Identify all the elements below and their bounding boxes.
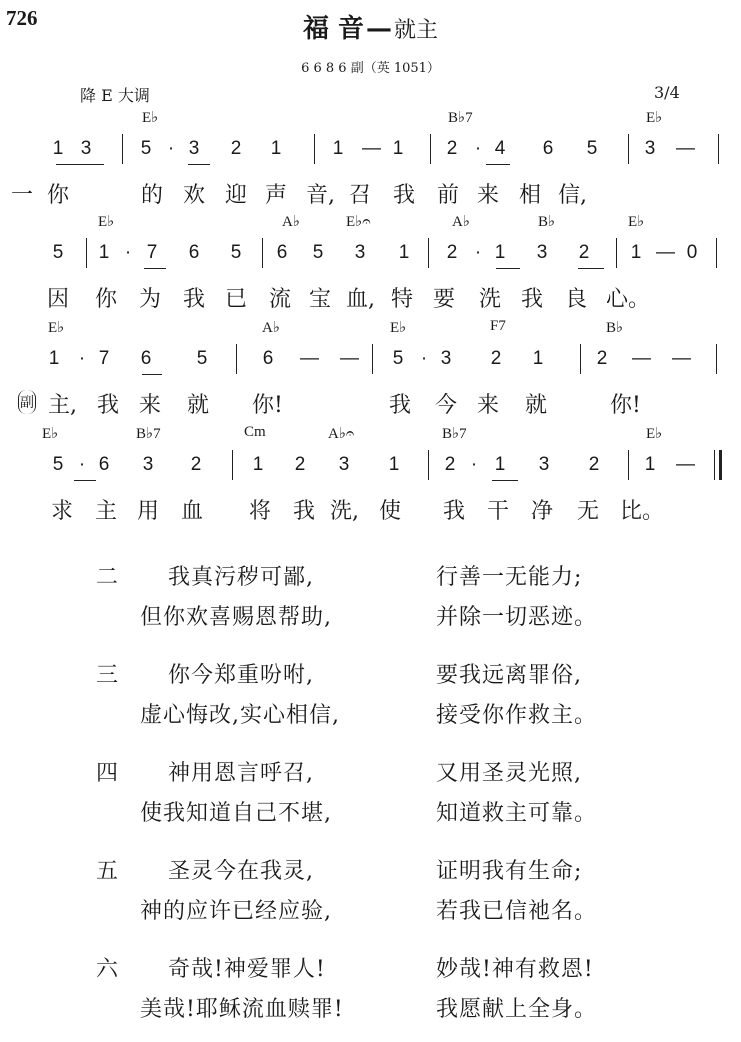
note: 2	[588, 454, 600, 475]
note: —	[340, 348, 359, 369]
verse-line: 奇哉!神爱罪人!	[168, 957, 326, 982]
note: 2	[490, 348, 502, 369]
lyric-syllable: 求	[50, 499, 73, 524]
title-main: 福 音	[302, 14, 365, 44]
lyrics-row	[0, 282, 741, 316]
lyric-syllable: 来	[138, 393, 161, 418]
title-separator: —	[366, 14, 393, 44]
note: 1	[630, 242, 642, 263]
lyric-syllable: 来	[476, 183, 499, 208]
beam-underline	[56, 164, 104, 165]
lyric-syllable: 我	[96, 393, 119, 418]
beam-underline	[486, 164, 510, 165]
verse-block	[0, 658, 741, 748]
lyric-syllable: 用	[136, 499, 159, 524]
lyric-syllable: 使	[378, 499, 401, 524]
final-barline	[714, 450, 722, 480]
verse-number: 五	[96, 859, 120, 884]
barline	[718, 134, 719, 164]
lyric-syllable: 就	[524, 393, 547, 418]
beam-underline	[496, 268, 520, 269]
chord-symbol: F7	[490, 318, 506, 334]
beam-underline	[144, 268, 166, 269]
note: 6	[276, 242, 288, 263]
note: 2	[230, 138, 242, 159]
note: 6	[98, 454, 110, 475]
barline	[716, 238, 717, 268]
verse-line: 妙哉!神有救恩!	[436, 957, 594, 982]
chord-symbol: E♭	[98, 214, 115, 230]
lyric-syllable: 你!	[252, 393, 283, 418]
verse-line: 使我知道自己不堪,	[140, 801, 332, 826]
note: —	[676, 454, 695, 475]
lyric-syllable: 一	[10, 183, 33, 208]
barline	[428, 238, 429, 268]
lyric-syllable: 血,	[346, 287, 375, 312]
note: 2	[446, 242, 458, 263]
note: 2	[446, 138, 458, 159]
verse-number: 六	[96, 957, 120, 982]
note: 5	[312, 242, 324, 263]
verse-line: 我愿献上全身。	[436, 997, 598, 1022]
barline	[428, 450, 429, 480]
lyric-syllable: 洗	[478, 287, 501, 312]
note: 7	[98, 348, 110, 369]
note: 1	[270, 138, 282, 159]
chord-symbol: B♭	[606, 320, 624, 336]
lyric-syllable: 你	[94, 287, 117, 312]
chord-symbol: E♭	[646, 110, 663, 126]
lyric-syllable: 将	[248, 499, 271, 524]
lyric-syllable: 音,	[306, 183, 335, 208]
chord-symbol: B♭7	[442, 426, 467, 442]
verse-block	[0, 756, 741, 846]
lyric-syllable: 欢	[182, 183, 205, 208]
score-system	[0, 108, 741, 216]
lyric-syllable: 干	[486, 499, 509, 524]
lyrics-row	[0, 388, 741, 422]
barline	[232, 450, 233, 480]
lyric-syllable: 我	[392, 183, 415, 208]
score-system	[0, 212, 741, 320]
verse-line: 若我已信祂名。	[436, 899, 598, 924]
note: —	[672, 348, 691, 369]
lyric-syllable: 为	[138, 287, 161, 312]
lyric-syllable: 迎	[224, 183, 247, 208]
note: 5	[586, 138, 598, 159]
verse-line: 接受你作救主。	[436, 703, 598, 728]
barline	[262, 238, 263, 268]
verse-number: 四	[96, 761, 120, 786]
lyric-syllable: 主	[94, 499, 117, 524]
note: ·	[124, 242, 132, 263]
chord-symbol: E♭	[142, 110, 159, 126]
verse-block	[0, 854, 741, 944]
verse-line: 圣灵今在我灵,	[168, 859, 314, 884]
note: 1	[98, 242, 110, 263]
lyric-syllable: 信,	[558, 183, 587, 208]
verse-line: 行善一无能力;	[436, 565, 583, 590]
chord-symbol: B♭	[538, 214, 556, 230]
chord-symbol: A♭𝄐	[328, 426, 355, 442]
note: 6	[140, 348, 152, 369]
note: ·	[474, 138, 482, 159]
verse-block	[0, 560, 741, 650]
note: 5	[230, 242, 242, 263]
note: ·	[474, 242, 482, 263]
note: 3	[354, 242, 366, 263]
note: —	[632, 348, 651, 369]
note: 3	[536, 242, 548, 263]
hymn-number: 726	[6, 6, 38, 30]
note: ·	[470, 454, 478, 475]
barline	[86, 238, 87, 268]
barline	[628, 134, 629, 164]
chord-symbol: E♭	[42, 426, 59, 442]
lyric-syllable: 洗,	[330, 499, 359, 524]
lyric-syllable: 相	[518, 183, 541, 208]
page-title	[0, 8, 741, 45]
lyric-syllable: 血	[180, 499, 203, 524]
beam-underline	[578, 268, 604, 269]
lyric-syllable: 要	[432, 287, 455, 312]
lyric-syllable: 我	[442, 499, 465, 524]
lyric-syllable: 净	[530, 499, 553, 524]
note: ·	[420, 348, 428, 369]
lyric-syllable: 我	[182, 287, 205, 312]
score-system	[0, 424, 741, 532]
verse-line: 要我远离罪俗,	[436, 663, 582, 688]
note: 1	[644, 454, 656, 475]
lyric-syllable: 就	[186, 393, 209, 418]
lyric-syllable: 心。	[606, 287, 651, 312]
lyric-syllable: 比。	[620, 499, 665, 524]
lyric-syllable: 宝	[308, 287, 331, 312]
lyric-syllable: 今	[434, 393, 457, 418]
note: 0	[686, 242, 698, 263]
note: 5	[392, 348, 404, 369]
barline	[236, 344, 237, 374]
note: 3	[338, 454, 350, 475]
note: 6	[188, 242, 200, 263]
note: 2	[596, 348, 608, 369]
chord-symbol: Cm	[244, 424, 266, 440]
score-system	[0, 318, 741, 426]
chord-symbol: B♭7	[448, 110, 473, 126]
lyric-syllable: 无	[576, 499, 599, 524]
chord-symbol: E♭𝄐	[346, 214, 371, 230]
note: 1	[494, 454, 506, 475]
note: 3	[80, 138, 92, 159]
verse-line: 美哉!耶稣流血赎罪!	[140, 997, 344, 1022]
note: 5	[140, 138, 152, 159]
lyric-syllable: 我	[292, 499, 315, 524]
note: 1	[388, 454, 400, 475]
note: 2	[444, 454, 456, 475]
verse-line: 神用恩言呼召,	[168, 761, 314, 786]
note: 2	[294, 454, 306, 475]
chord-symbol: E♭	[48, 320, 65, 336]
notes-row	[0, 338, 741, 380]
note: 7	[146, 242, 158, 263]
beam-underline	[188, 164, 210, 165]
verse-number: 二	[96, 565, 120, 590]
verse-line: 我真污秽可鄙,	[168, 565, 314, 590]
note: 5	[52, 454, 64, 475]
lyric-syllable: 主,	[48, 393, 77, 418]
note: 1	[332, 138, 344, 159]
lyric-syllable: 良	[564, 287, 587, 312]
barline	[314, 134, 315, 164]
note: 2	[578, 242, 590, 263]
note: 1	[532, 348, 544, 369]
barline	[372, 344, 373, 374]
verse-line: 你今郑重吩咐,	[168, 663, 314, 688]
note: —	[656, 242, 675, 263]
note: 3	[538, 454, 550, 475]
note: —	[362, 138, 381, 159]
notes-row	[0, 232, 741, 274]
verse-line: 又用圣灵光照,	[436, 761, 582, 786]
lyric-syllable: 已	[224, 287, 247, 312]
note: 1	[252, 454, 264, 475]
chord-symbol: A♭	[282, 214, 300, 230]
key-signature: 降 E 大调	[80, 86, 150, 105]
note: 3	[644, 138, 656, 159]
chord-symbol: B♭7	[136, 426, 161, 442]
refrain-mark: 副	[18, 390, 36, 414]
lyric-syllable: 因	[46, 287, 69, 312]
verse-block	[0, 952, 741, 1042]
note: ·	[78, 454, 86, 475]
barline	[716, 344, 717, 374]
time-signature: 3/4	[654, 83, 680, 102]
verse-line: 并除一切恶迹。	[436, 605, 598, 630]
verse-line: 虚心悔改,实心相信,	[140, 703, 340, 728]
note: 6	[262, 348, 274, 369]
note: 6	[542, 138, 554, 159]
barline	[616, 238, 617, 268]
meter-info: 6 6 8 6 副（英 1051）	[301, 61, 440, 76]
lyric-syllable: 召	[348, 183, 371, 208]
lyric-syllable: 你	[46, 183, 69, 208]
lyric-syllable: 流	[268, 287, 291, 312]
chord-symbol: A♭	[262, 320, 280, 336]
lyric-syllable: 前	[436, 183, 459, 208]
barline	[628, 450, 629, 480]
note: 1	[494, 242, 506, 263]
lyric-syllable: 来	[476, 393, 499, 418]
beam-underline	[74, 480, 96, 481]
chord-symbol: E♭	[646, 426, 663, 442]
verse-line: 但你欢喜赐恩帮助,	[140, 605, 332, 630]
note: 3	[142, 454, 154, 475]
note: 2	[190, 454, 202, 475]
note: 3	[440, 348, 452, 369]
title-subtitle: 就主	[394, 18, 439, 43]
verse-line: 知道救主可靠。	[436, 801, 598, 826]
verse-line: 神的应许已经应验,	[140, 899, 332, 924]
note: 4	[494, 138, 506, 159]
chord-symbol: E♭	[628, 214, 645, 230]
barline	[122, 134, 123, 164]
lyric-syllable: 声	[264, 183, 287, 208]
lyric-syllable: 的	[140, 183, 163, 208]
lyrics-row	[0, 494, 741, 528]
notes-row	[0, 444, 741, 486]
barline	[430, 134, 431, 164]
note: ·	[78, 348, 86, 369]
lyric-syllable: 我	[388, 393, 411, 418]
note: 3	[188, 138, 200, 159]
note: 5	[52, 242, 64, 263]
note: 5	[196, 348, 208, 369]
lyric-syllable: 我	[520, 287, 543, 312]
lyric-syllable: 你!	[610, 393, 641, 418]
note: 1	[48, 348, 60, 369]
chord-symbol: E♭	[390, 320, 407, 336]
notes-row	[0, 128, 741, 170]
note: —	[300, 348, 319, 369]
chord-symbol: A♭	[452, 214, 470, 230]
note: 1	[392, 138, 404, 159]
lyric-syllable: 特	[390, 287, 413, 312]
beam-underline	[492, 480, 518, 481]
verse-number: 三	[96, 663, 120, 688]
note: 1	[52, 138, 64, 159]
note: ·	[167, 138, 175, 159]
note: —	[676, 138, 695, 159]
verse-line: 证明我有生命;	[436, 859, 583, 884]
beam-underline	[142, 374, 162, 375]
barline	[580, 344, 581, 374]
lyrics-row	[0, 178, 741, 212]
note: 1	[398, 242, 410, 263]
